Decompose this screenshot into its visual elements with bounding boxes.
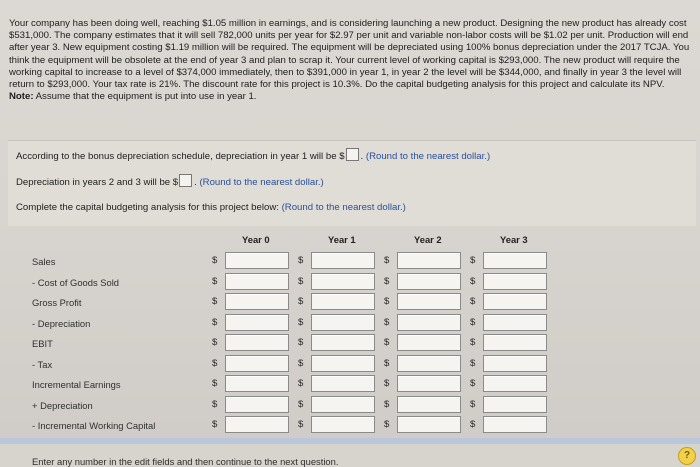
edit-field-year2[interactable] — [397, 355, 461, 372]
row-label: Sales — [32, 256, 56, 267]
edit-field-year3[interactable] — [483, 273, 547, 290]
currency-symbol: $ — [212, 398, 218, 410]
currency-symbol: $ — [470, 357, 476, 369]
currency-symbol: $ — [384, 316, 390, 328]
edit-field-year0[interactable] — [225, 252, 289, 269]
capital-budgeting-table — [10, 228, 694, 438]
row-label: - Tax — [32, 358, 53, 370]
row-label: Incremental Earnings — [32, 379, 121, 390]
edit-field-year2[interactable] — [397, 416, 461, 433]
edit-field-year2[interactable] — [397, 293, 461, 310]
row-label: Gross Profit — [32, 297, 82, 308]
currency-symbol: $ — [298, 255, 304, 266]
currency-symbol: $ — [298, 419, 304, 430]
currency-symbol: $ — [298, 316, 304, 328]
edit-field-year0[interactable] — [225, 355, 289, 372]
row-label: + Depreciation — [32, 399, 93, 411]
column-header-year1: Year 1 — [328, 234, 356, 245]
question-capital-budgeting — [16, 202, 406, 213]
edit-field-year0[interactable] — [225, 396, 289, 413]
currency-symbol: $ — [384, 398, 390, 410]
edit-field-year2[interactable] — [397, 396, 461, 413]
edit-field-year0[interactable] — [225, 334, 289, 351]
edit-field-year2[interactable] — [397, 334, 461, 351]
edit-field-year1[interactable] — [311, 375, 375, 392]
depreciation-year1-input[interactable] — [346, 148, 359, 161]
currency-symbol: $ — [384, 296, 390, 307]
currency-symbol: $ — [384, 275, 390, 287]
table-row — [10, 355, 694, 375]
edit-field-year1[interactable] — [311, 252, 375, 269]
edit-field-year1[interactable] — [311, 293, 375, 310]
column-header-year0: Year 0 — [242, 234, 270, 245]
currency-symbol: $ — [298, 357, 304, 369]
problem-statement — [9, 18, 691, 103]
edit-field-year1[interactable] — [311, 416, 375, 433]
currency-symbol: $ — [384, 378, 390, 389]
q3-hint: (Round to the nearest dollar.) — [281, 202, 406, 213]
row-label: - Cost of Goods Sold — [32, 276, 120, 288]
column-header-year3: Year 3 — [500, 234, 528, 245]
edit-field-year1[interactable] — [311, 273, 375, 290]
edit-field-year2[interactable] — [397, 252, 461, 269]
edit-field-year0[interactable] — [225, 293, 289, 310]
currency-symbol: $ — [470, 296, 476, 307]
q2-hint: (Round to the nearest dollar.) — [199, 177, 324, 188]
footer-instruction: Enter any number in the edit fields and then continue to the next question. — [32, 456, 339, 467]
depreciation-years2-3-input[interactable] — [179, 174, 192, 187]
table-row — [10, 416, 694, 436]
edit-field-year0[interactable] — [225, 375, 289, 392]
q1-hint: (Round to the nearest dollar.) — [365, 151, 491, 162]
column-header-year2: Year 2 — [414, 234, 442, 245]
currency-symbol: $ — [470, 419, 476, 430]
currency-symbol: $ — [212, 255, 218, 266]
edit-field-year1[interactable] — [311, 314, 375, 331]
currency-symbol: $ — [212, 275, 218, 287]
currency-symbol: $ — [298, 275, 304, 287]
edit-field-year2[interactable] — [397, 273, 461, 290]
edit-field-year3[interactable] — [483, 355, 547, 372]
edit-field-year2[interactable] — [397, 314, 461, 331]
edit-field-year0[interactable] — [225, 314, 289, 331]
edit-field-year3[interactable] — [483, 252, 547, 269]
question-depreciation-year1: According to the bonus depreciation schedule, depreciation in year 1 will be $ . (Round to the nearest dollar.) — [16, 148, 490, 162]
footer-bar — [0, 444, 700, 467]
table-row — [10, 334, 694, 354]
edit-field-year0[interactable] — [225, 273, 289, 290]
row-label: - Depreciation — [32, 317, 91, 329]
q3-text: Complete the capital budgeting analysis for this project below: — [16, 202, 279, 213]
currency-symbol: $ — [298, 337, 304, 348]
edit-field-year3[interactable] — [483, 293, 547, 310]
currency-symbol: $ — [470, 398, 476, 410]
edit-field-year3[interactable] — [483, 334, 547, 351]
edit-field-year2[interactable] — [397, 375, 461, 392]
currency-symbol: $ — [212, 378, 218, 389]
note-label: Note: — [9, 91, 34, 103]
edit-field-year1[interactable] — [311, 396, 375, 413]
help-icon[interactable]: ? — [678, 447, 696, 465]
problem-paragraph: Your company has been doing well, reaching $1.05 million in earnings, and is considering launching a new product. Designing the new product has already cost $531,000. The company estimates that it will sell 782,000 units per year for $2.97 per unit and variable non-labor costs will be $1.02 per unit. Production will end after year 3. New equipment costing $1.19 million will be required. The equipment will be depreciated using 100% bonus depreciation under the 2017 TCJA. You think the equipment will be obsolete at the end of year 3 and plan to scrap it. Your current level of working capital is $293,000. The new product will require the working capital to increase to a level of $374,000 immediately, then to $391,000 in year 1, in year 2 the level will be $344,000, and finally in year 3 the level will return to $293,000. Your tax rate is 21%. The discount rate for this project is 10.3%. Do the capital budgeting analysis for this project and calculate its NPV. — [9, 18, 690, 91]
currency-symbol: $ — [298, 378, 304, 389]
currency-symbol: $ — [470, 275, 476, 287]
edit-field-year3[interactable] — [483, 396, 547, 413]
question-depreciation-years2-3: Depreciation in years 2 and 3 will be $ . (Round to the nearest dollar.) — [16, 174, 324, 188]
currency-symbol: $ — [384, 419, 390, 430]
edit-field-year3[interactable] — [483, 375, 547, 392]
q1-text: According to the bonus depreciation schedule, depreciation in year 1 will be $ — [16, 151, 345, 162]
table-row — [10, 293, 694, 313]
currency-symbol: $ — [384, 255, 390, 266]
q2-text: Depreciation in years 2 and 3 will be $ — [16, 177, 179, 188]
table-row — [10, 396, 694, 416]
edit-field-year3[interactable] — [483, 416, 547, 433]
table-row — [10, 314, 694, 334]
edit-field-year1[interactable] — [311, 334, 375, 351]
edit-field-year1[interactable] — [311, 355, 375, 372]
currency-symbol: $ — [470, 337, 476, 348]
currency-symbol: $ — [212, 316, 218, 328]
row-label: EBIT — [32, 338, 53, 349]
table-row — [10, 252, 694, 272]
table-row — [10, 273, 694, 293]
currency-symbol: $ — [470, 316, 476, 328]
table-row — [10, 375, 694, 395]
problem-note — [9, 91, 691, 103]
currency-symbol: $ — [212, 296, 218, 307]
currency-symbol: $ — [470, 378, 476, 389]
edit-field-year3[interactable] — [483, 314, 547, 331]
note-text: Assume that the equipment is put into use in year 1. — [35, 91, 257, 103]
currency-symbol: $ — [212, 357, 218, 369]
currency-symbol: $ — [384, 357, 390, 369]
currency-symbol: $ — [212, 419, 218, 430]
currency-symbol: $ — [298, 296, 304, 307]
edit-field-year0[interactable] — [225, 416, 289, 433]
currency-symbol: $ — [384, 337, 390, 348]
row-label: - Incremental Working Capital — [32, 420, 156, 431]
currency-symbol: $ — [470, 255, 476, 266]
currency-symbol: $ — [298, 398, 304, 410]
currency-symbol: $ — [212, 337, 218, 348]
